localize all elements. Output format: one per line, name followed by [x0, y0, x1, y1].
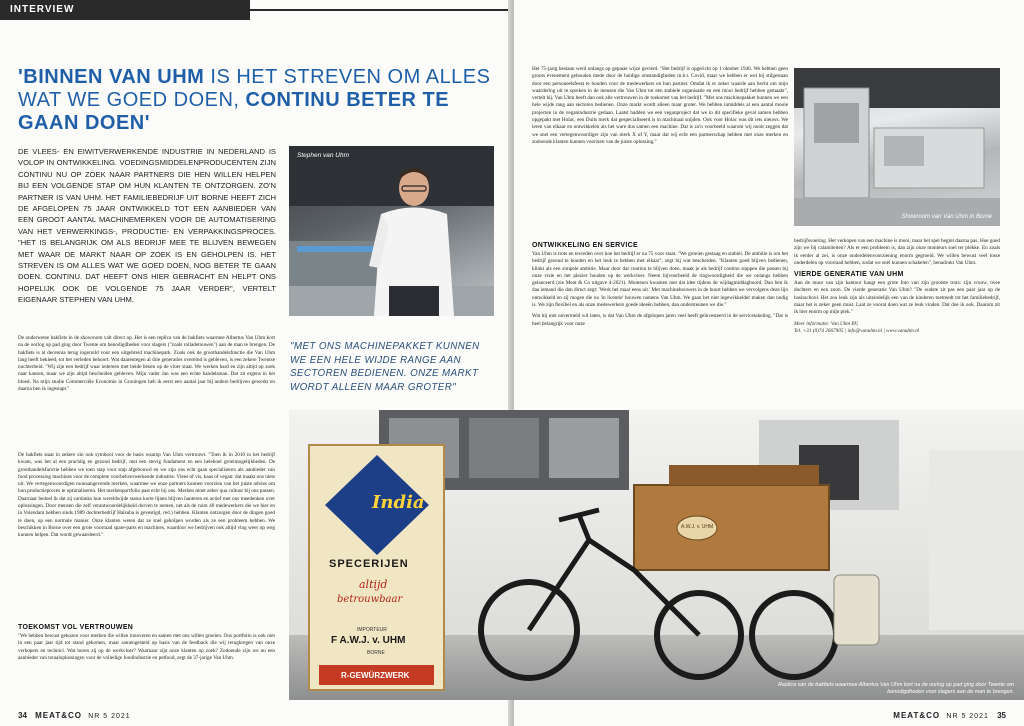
portrait-photo	[289, 146, 494, 316]
header-rule	[250, 9, 512, 11]
headline-part2: IS HET STREVEN OM ALLES WAT WE GOED DOEN,	[18, 66, 491, 111]
body-text-bedrijfsvoering: bedrijfsvoering. Het verkopen van een machine is mooi, maar het spel begint daarna pas. Hoe goed zijn we bij calamiteiten? Als er een probleem is, dan zijn onze monteurs snel ter plekke. En zoals ik eerder al zei, is onze onderdelenvoorziening enorm gegroeid. We willen bewust veel losse onderdelen op voorraad hebben, zodat we snel kunnen schakelen", benadrukt Van Uhm.	[794, 238, 1000, 266]
more-info-1: Meer informatie: Van Uhm BV,	[794, 320, 859, 327]
issue-left: NR 5 2021	[88, 713, 131, 720]
section-tag: INTERVIEW	[0, 0, 250, 20]
body-col-right-3	[794, 238, 1000, 335]
showroom-illustration	[794, 68, 1000, 226]
lead-paragraph: DE VLEES- EN EIWITVERWERKENDE INDUSTRIE IN NEDERLAND IS VOLOP IN ONTWIKKELING. VOEDINGSMIDDELENPRODUCENTEN ZIJN CONTINU NU OP ZOEK NAAR PARTNERS DIE HEN WILLEN HELPEN BIJ EEN VOLGENDE STAP OM HUN KLANTEN TE ONTZORGEN. ZO'N PARTNER IS VAN UHM. HET FAMILIEBEDRIJF UIT BORNE HEEFT ZICH DE AFGELOPEN 75 JAAR ONTWIKKELD TOT EEN AANBIEDER VAN EEN GROOT AANTAL MACHINEMERKEN VOOR DE AUTOMATISERING VAN HET VERWERKINGS-, PRODUCTIE- EN VERPAKKINGSPROCES. "HET IS BELANGRIJK OM ALS BEDRIJF MEE TE BLIJVEN BEWEGEN MET WAAR DE MARKT NAAR OP ZOEK IS EN GEHOLPEN IS. HET STREVEN IS OM ALLES WAT WE GOED DOEN, NOG BETER TE GAAN DOEN. CONTINU. DAT HEEFT ONS HIER GEBRACHT EN HELPT ONS HOPELIJK OOK DE VOLGENDE 75 JAAR VERDER", VERTELT EIGENAAR STEPHEN VAN UHM.	[18, 147, 276, 305]
showroom-photo	[794, 68, 1000, 226]
headline-part1: 'BINNEN VAN UHM	[18, 66, 205, 88]
sign-brand: India	[372, 492, 425, 513]
headline-part3: CONTINU BETER TE GAAN DOEN'	[18, 89, 450, 134]
sign-line3: betrouwbaar	[337, 594, 403, 605]
body-col-left-2: De bakfiets staat in zekere zin ook symbool voor de basis waarop Van Uhm vertrouwt. "Toen ik in 2010 in het bedrijf kwam, was het al een prachtig en gezond bedrijf, met een stevig fundament en een heleboel groeimogelijkheden. De groothandelsfunctie hebben we toen stap voor stap afgebouwd en we zijn ons echt gaan specialiseren als aanbieder van food processing machines voor de complete voorbehverwerkende industrie. Vlees of vis, kaas of vegan: dat maakt ons niets uit. We vertegenwoordigen toonaangevende merken, waarmee we onze partners kunnen voorzien van het juiste advies om hun productieproces te optimaliseren. Het merkenportfolio past echt bij ons. Merken moet zeker qua cultuur bij ons passen. Daarnaar bedoel ik dat zij cardanks hun wereldwijde status korte lijnen blijven hanteren en actief met ons meedenken over oplossingen. Door mensen die zelf verantwoordelijkheid durven te nemen, net als de ruim 40 medewerkers die we hier en in Volendam hebben sinds 1989 dochterbedrijf Halsuba is gevestigd, red.) hebben. Klanten ontzorgen door de dingen goed te doen, op een normale manier. Onze klanten weten dat ze snel geholpen worden als ze een probleem hebben. We beschikken in Borne over een grote voorraad spare-parts en machines, waardoor we bedrijven ook altijd vlug weer op weg kunnen helpen. Dat wordt gewaardeerd."	[18, 452, 275, 539]
pull-quote: "MET ONS MACHINEPAKKET KUNNEN WE EEN HELE WIJDE RANGE AAN SECTOREN BEDIENEN. ONZE MARKT WORDT ALLEEN MAAR GROTER"	[290, 341, 480, 393]
page-number-right: 35	[997, 711, 1006, 720]
sign-town: BORNE	[367, 650, 385, 656]
sign-line2: altijd	[359, 578, 388, 591]
issue-right: NR 5 2021	[946, 713, 989, 720]
sign-bottom: R-GEWÜRZWERK	[341, 671, 410, 680]
body-col-left-1: De onderwetse bakfiets in de showroom valt direct op. Het is een replica van de bakfiets waarmee Albertus Van Uhm kort na de oorlog op pad ging door Twente om benodigdheden voor slagers ("zoals rolladetouwen") aan de man te brengen. De bakfiets is al decennia terug ingeruild voor een uitgebreid machinepark. Zoals ook de groothandelsfunctie die Van Uhm lang heeft bekleed, tot het verleden behoort. Wat daarentegen al drie generaties overeind is gebleven, is een zekere Twentse nuchterheid. "Wij zijn een bedrijf waar iedereen met beide benen op de vloer staat. We werken hard en zijn altijd op zoek naar kansen, maar we zijn altijd bescheiden gebleven. Mijn vader Jan was een echte handelsman. Dat zit ergens in het bloed. Na mijn studie Commerciële Economie in Groningen heb ik eerst een aantal jaar bij andere bedrijven gewerkt en daarna ben ik ingestapt."	[18, 335, 275, 393]
magazine-name-left: MEAT&CO	[35, 711, 82, 720]
body-text-toekomst: "We hebben bewust gekozen voor merken die willen innoveren en samen met ons willen groeien. Ons portfolio is ook niet in een paar jaar tijd tot stand gekomen, maar samengesteld op basis van de feedback die wij terugkregen van onze verkopers en technici. Wat horen zij op de werkvloer? Waarnaar zijn onze klanten op zoek? Zodoende zijn we nu een aanbieder van totaaloplossingen voor de volledige foodindustrie en petfood, zegt de 37-jarige Van Uhm.	[18, 633, 275, 661]
subhead-toekomst: TOEKOMST VOL VERTROUWEN	[18, 624, 134, 631]
bakfiets-illustration	[289, 410, 1024, 700]
body-text-service: Wat hij niet onvermeld wil laten, is dat Van Uhm de afgelopen jaren veel heeft geïnvesteerd in de servicetakeling. "Dat is heel belangrijk voor onze	[532, 313, 788, 327]
portrait-illustration	[289, 146, 494, 316]
body-col-right-2	[532, 238, 788, 328]
showroom-caption: Showroom van Van Uhm in Borne	[901, 214, 992, 220]
portrait-caption: Stephen van Uhm	[297, 152, 350, 159]
folio-right	[893, 711, 1006, 720]
body-col-right-1: Het 75-jarig bestaan werd onlangs op gepaste wijze gevierd. "Het bedrijf is opgericht op 1 oktober 1946. We hebben geen groots evenement gehouden mede door de huidige omstandigheden m.b.t. Covid, maar we hebben er wel bij stilgestaan door een personeelsfeest te houden voor de medewerkers en hun partner. Omdat ik er zeker waarde aan hecht om mijn waardering uit te spreken in de mensen die Van Uhm tot een stabiele organisatie en een mooi bedrijf hebben gemaakt", vertelt hij. Van Uhm heeft dan ook alle vertrouwen in de toekomst van het bedrijf. "Met ons machinepakket kunnen we een hele wijde rang aan sectoren bedienen. Onze markt wordt alleen maar groter. We hebben inmiddels al een aantal mooie projecten in de veganindustrie gedaan. Laatst hadden we een veganproject dat we in dit specifieke geval samen hebben opgepakt met Holac, een Duits merk dat gespecialiseerd is in machinaal snijden. Ook voor Holac was dit iets nieuws. We leren van elkaar en ontwikkelen als het ware dus samen een machine. Dat is zo'n voorbeeld waarom wij nooit zeggen dat we snel een vertegenwoordiger zijn van merk X of Y, maar dat wij echt een partnerschap hebben met onze merken en zodoende klanten kunnen voorzien van de juiste oplossing."	[532, 66, 788, 145]
bakfiets-caption: Replica van de bakfiets waarmee Albertus Van Uhm kort na de oorlog op pad ging door Twente om benodigdheden voor slagers aan de man te brengen.	[778, 682, 1014, 695]
sign-line1: SPECERIJEN	[329, 558, 409, 570]
body-text-ontwikkeling: Van Uhm is trots en tevreden over hoe het bedrijf er na 75 voor staat. "We groeien gestaag en stabiel. De ambitie is om het bedrijf gezond te houden en het leuk te hebben met elkaar", zegt hij wat bescheiden. "Klanten goed blijven bedienen, klinkt als een simpele ambitie. Maar door dat continu te blijven doen, maak je als bedrijf continu stappen die passen bij onze visie en het plezier houden op de werkvloer. Neem bijvoorbeeld de ringwoordigheid die we onlangs hebben gelanceerd (zie Meat & Co uitgave 4-2021). Monteurs kwamen met dat idee tijdens de wijdagmiddagboord. Dan ben ik daa iemand die dan direct zegt: 'Werk het maar eens uit.' Met machinebouwers in de buurt hebben we vervolgens deze lijn ontwikkeld en zij mogen die nu 'in licentie' bouwen namens Van Uhm. We gaan het niet ingewikkelder maken dan nodig is. We zijn flexibel en als onze medewerkers goede ideeën hebben, dan ondersteunen we die."	[532, 251, 788, 309]
body-col-left-3	[18, 620, 275, 662]
page-number-left: 34	[18, 711, 27, 720]
bakfiets-photo	[289, 410, 1024, 700]
sign-company: F A.W.J. v. UHM	[331, 635, 406, 646]
magazine-name-right: MEAT&CO	[893, 711, 941, 720]
subhead-ontwikkeling: ONTWIKKELING EN SERVICE	[532, 242, 638, 249]
headline	[18, 66, 498, 135]
more-info-2: Tel. +31 (0)74 2667905 | info@vanuhm.nl | www.vanuhm.nl	[794, 327, 920, 334]
sign-importeur: IMPORTEUR	[357, 627, 387, 633]
subhead-vierde-generatie: VIERDE GENERATIE VAN UHM	[794, 271, 904, 279]
crate-label: A.W.J. v. UHM	[681, 524, 714, 530]
folio-left	[18, 711, 131, 720]
body-text-vierde-generatie: Aan de muur van zijn kantoor hangt een grote foto van zijn grootste trots: zijn vrouw, twee dochters en een zoon. De vierde generatie Van Uhm? "De oudste zit pas een paar jaar op de basisschool. Het zou leuk zijn als uiteindelijk een van de kinderen toetreedt tot het familiebedrijf, maar het is zeker geen must. Laat ze vooral doen wat ze leuk vinden. Dat doe ik ook. Daarom zit ik hier enorm op mijn plek."	[794, 280, 1000, 316]
